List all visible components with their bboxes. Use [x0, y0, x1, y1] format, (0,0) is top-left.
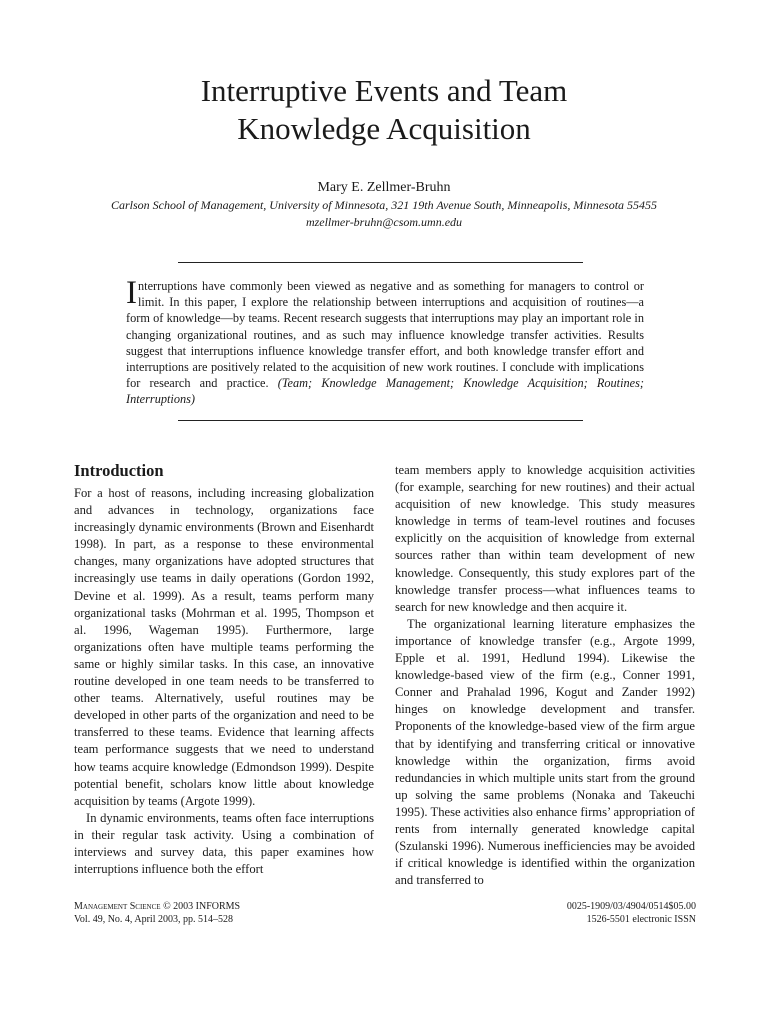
abstract-dropcap: I — [126, 275, 137, 311]
abstract-text: nterruptions have commonly been viewed as negative and as something for managers to control or limit. In this paper, I explore the relationship between interruptions and acquisition of routines—a form of knowledge—by teams. Recent research suggests that interruptions may play an important role in changing organizational routines, and as such may influence knowledge transfer activities. Results suggest that interruptions influence knowledge transfer effort, and both knowledge transfer effort and interruptions are positively related to the acquisition of new work routines. I conclude with implications for research and practice. — [126, 279, 644, 391]
intro-paragraph-2-continued: team members apply to knowledge acquisition activities (for example, searching for new routines) and their actual acquisition of new knowledge. This study measures knowledge in terms of team-level routines and focuses explicitly on the acquisition of knowledge from external sources rather than within team development of new knowledge. Consequently, this study explores part of the knowledge transfer process—what influences teams to search for new knowledge and then acquire it. — [395, 463, 695, 614]
abstract-keywords: (Team; Knowledge Management; Knowledge Acquisition; Routines; Interruptions) — [126, 376, 644, 407]
intro-paragraph-1: For a host of reasons, including increasing globalization and advances in technology, organizations face increasingly dynamic environments (Brown and Eisenhardt 1998). In part, as a response to these environmental changes, many organizations have adopted structures that increasingly use teams in daily operations (Gordon 1992, Devine et al. 1999). As a result, teams perform many organizational tasks (Mohrman et al. 1995, Thompson et al. 1996, Wageman 1995). Furthermore, large organizations often have multiple teams performing the same or highly similar tasks. In this case, an innovative routine developed in one team needs to be transferred to other teams. Alternatively, useful routines may be developed in other parts of the organization and need to be transferred to these teams. Evidence that learning affects team performance suggests that we need to understand how teams acquire knowledge (Edmondson 1999). Despite potential benefit, scholars know little about knowledge acquisition by teams (Argote 1999). — [74, 486, 374, 808]
section-heading-introduction: Introduction — [74, 461, 164, 480]
right-column — [395, 462, 695, 889]
abstract-top-rule — [178, 262, 583, 263]
footer-journal-info — [74, 900, 240, 926]
author-affiliation: Carlson School of Management, University of Minnesota, 321 19th Avenue South, Minneapolis, Minnesota 55455 — [110, 198, 658, 212]
footer-issn — [480, 900, 696, 926]
footer-copyright: © 2003 INFORMS — [163, 901, 241, 912]
footer-journal-name: Management Science — [74, 901, 161, 912]
author-name: Mary E. Zellmer-Bruhn — [317, 180, 451, 195]
author-email: mzellmer-bruhn@csom.umn.edu — [305, 215, 463, 229]
intro-paragraph-3: The organizational learning literature emphasizes the importance of knowledge transfer (e.g., Argote 1999, Epple et al. 1991, Hedlund 1994). Likewise the knowledge-based view of the firm (e.g., Conner 1991, Conner and Prahalad 1996, Kogut and Zander 1992) hinges on knowledge development and transfer. Proponents of the knowledge-based view of the firm argue that by identifying and transferring critical or innovative knowledge within the organization, firms avoid redundancies in which multiple units start from the ground up solving the same problems (Nonaka and Takeuchi 1995). These activities also enhance firms’ appropriation of rents from internally generated knowledge capital (Szulanski 1996). Numerous inefficiencies may be avoided if critical knowledge is identified within the organization and transferred to — [395, 616, 695, 888]
title-line-2: Knowledge Acquisition — [237, 111, 531, 146]
paper-title — [0, 72, 768, 148]
abstract-bottom-rule — [178, 420, 583, 421]
intro-paragraph-2: In dynamic environments, teams often face interruptions in their regular task activity. Using a combination of interviews and survey data, this paper examines how interruptions influence both the effort — [74, 810, 374, 877]
left-column — [74, 460, 374, 878]
title-line-1: Interruptive Events and Team — [200, 73, 568, 108]
abstract — [126, 275, 644, 408]
footer-volume: Vol. 49, No. 4, April 2003, pp. 514–528 — [74, 914, 233, 925]
footer-issn-electronic: 1526-5501 electronic ISSN — [586, 914, 696, 925]
footer-issn-print: 0025-1909/03/4904/0514$05.00 — [566, 901, 696, 912]
